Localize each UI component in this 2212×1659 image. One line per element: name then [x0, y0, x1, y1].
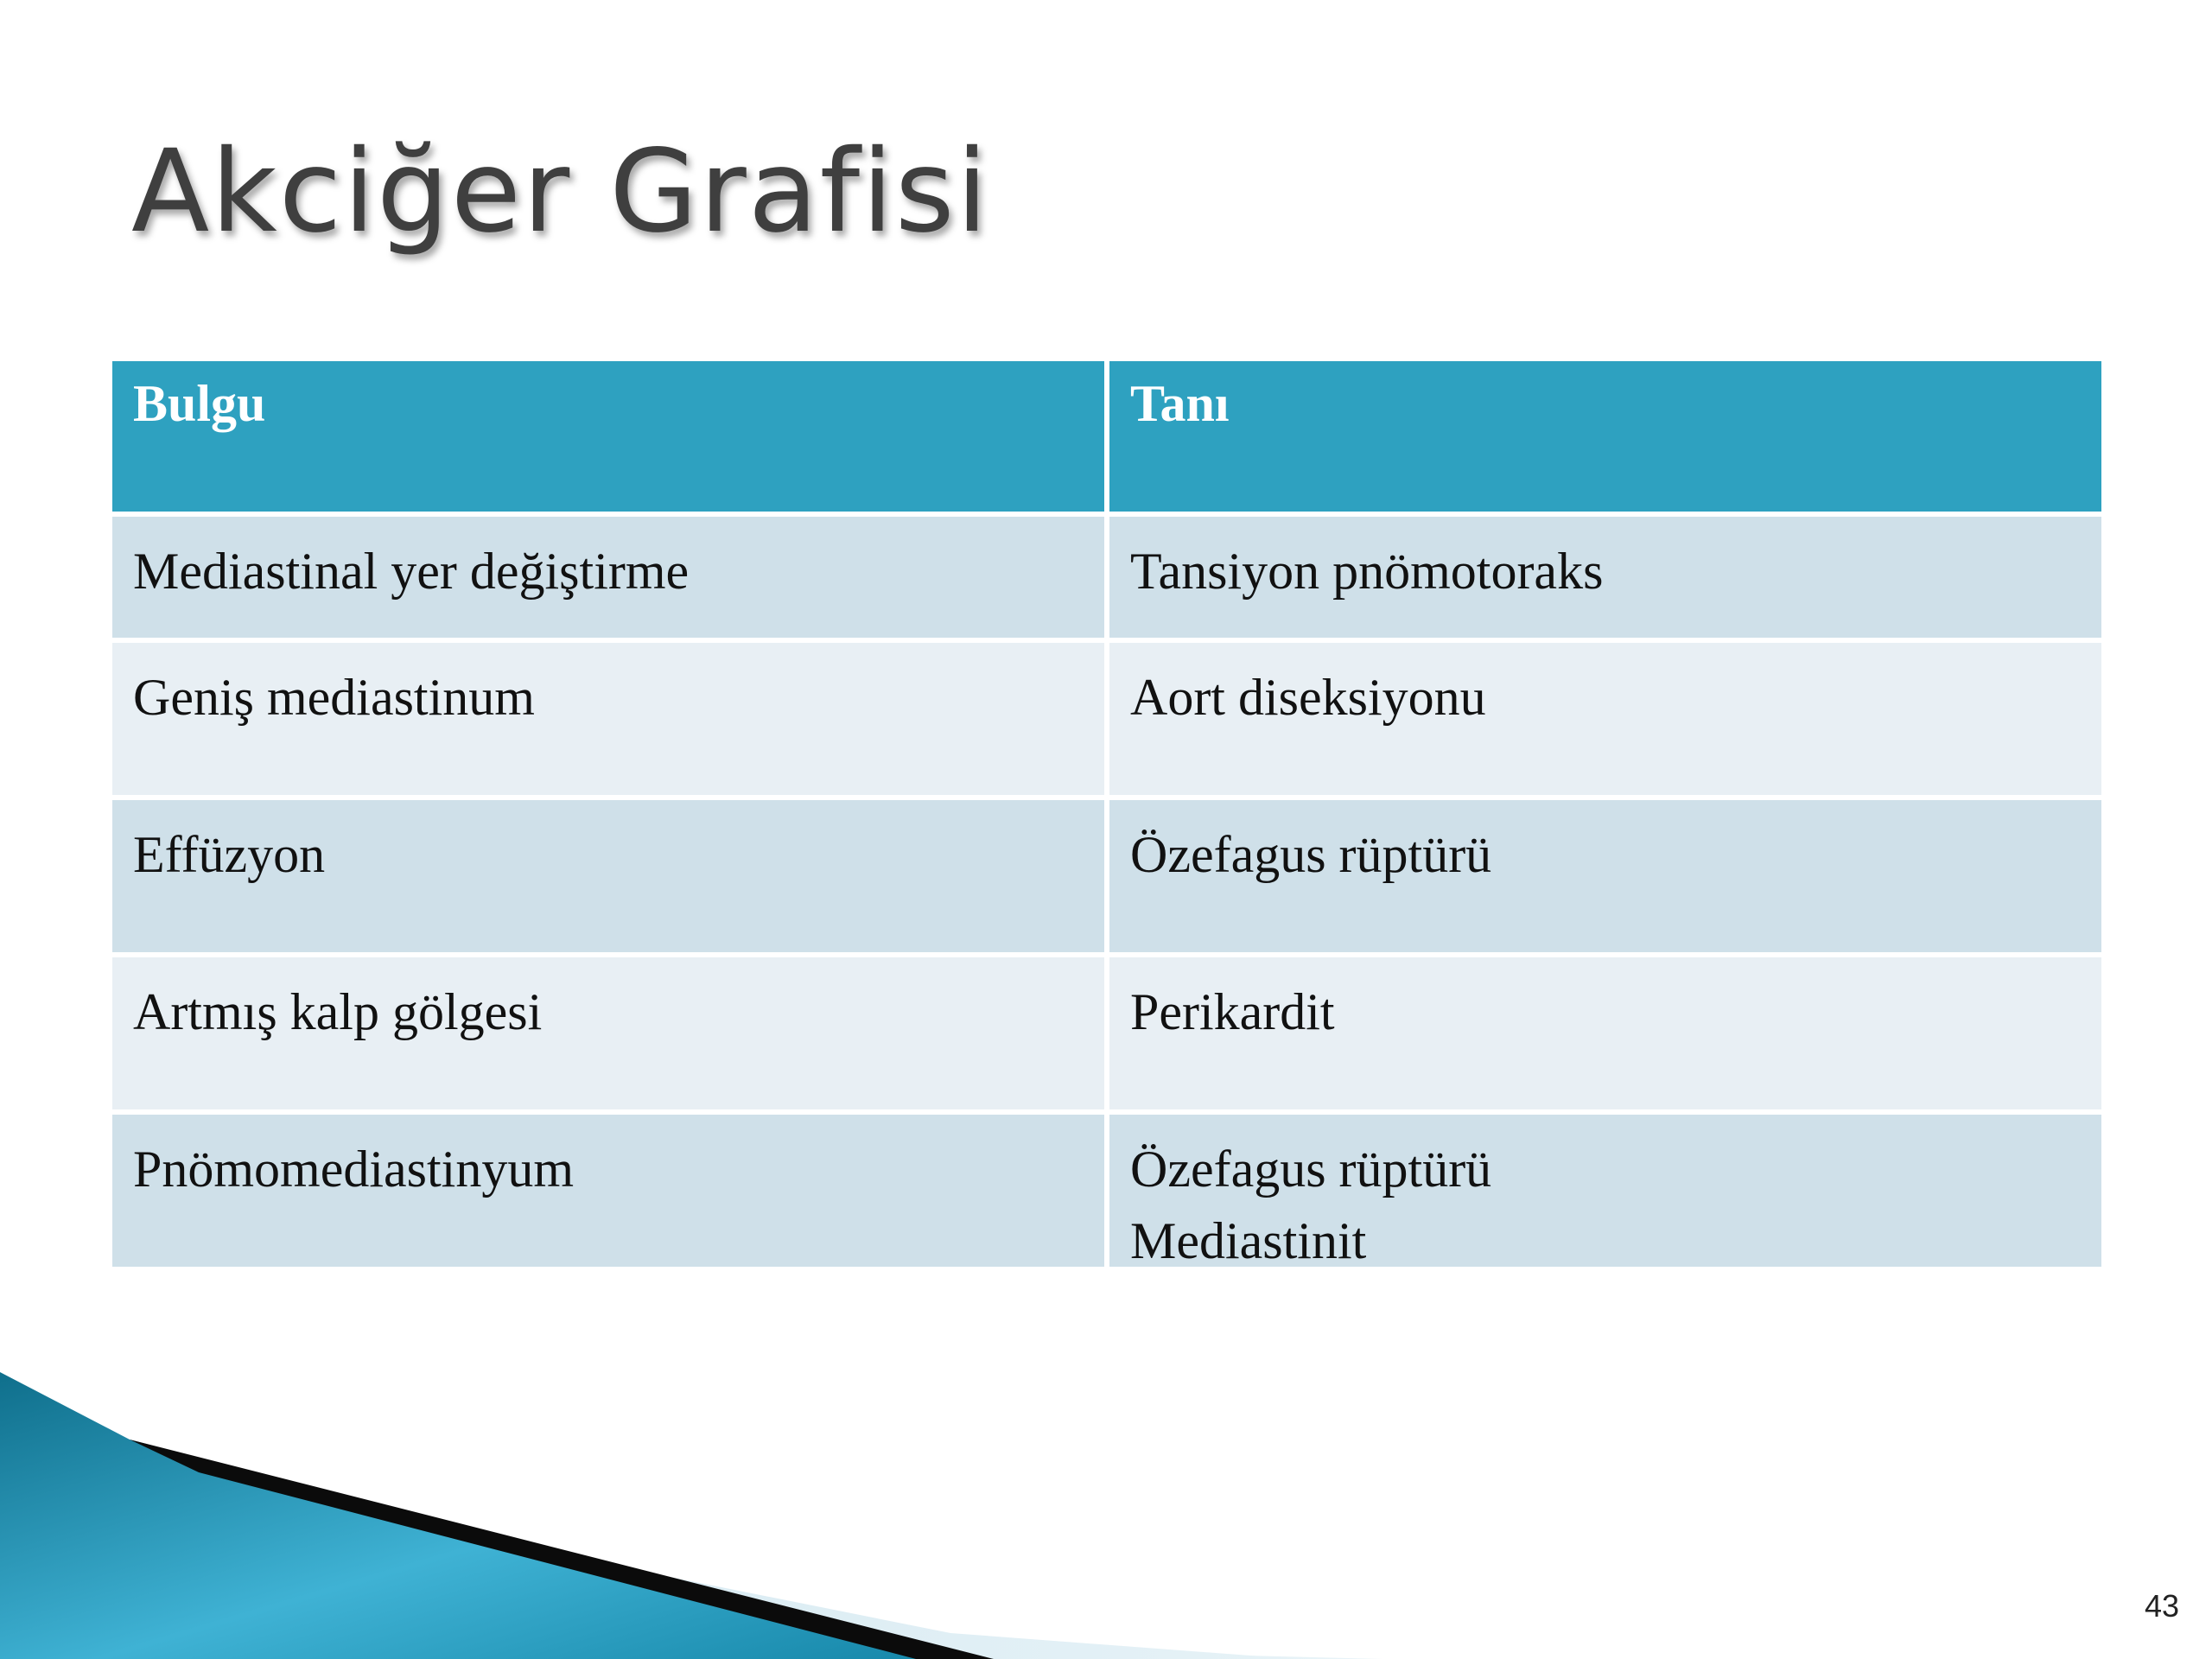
table-cell-diagnosis-multi: [1109, 1115, 2101, 1267]
page-number: 43: [2144, 1588, 2179, 1624]
table-cell-diagnosis: Perikardit: [1109, 957, 2101, 1109]
diagnosis-line: Mediastinit: [1130, 1211, 1367, 1269]
diagnosis-line: Özefagus rüptürü: [1130, 1141, 1492, 1198]
table-cell-finding: Geniş mediastinum: [112, 643, 1104, 795]
table-cell-diagnosis: Özefagus rüptürü: [1109, 800, 2101, 952]
table-cell-finding: Effüzyon: [112, 800, 1104, 952]
table-cell-finding: Pnömomediastinyum: [112, 1115, 1104, 1267]
table-cell-finding: Mediastinal yer değiştirme: [112, 517, 1104, 638]
table-cell-finding: Artmış kalp gölgesi: [112, 957, 1104, 1109]
table-cell-diagnosis: Aort diseksiyonu: [1109, 643, 2101, 795]
corner-decoration: [0, 1365, 1382, 1659]
findings-table: [112, 361, 2101, 1267]
table-header-diagnosis: Tanı: [1109, 361, 2101, 512]
slide-title: Akciğer Grafisi: [131, 125, 990, 258]
table-header-finding: Bulgu: [112, 361, 1104, 512]
table-cell-diagnosis: Tansiyon pnömotoraks: [1109, 517, 2101, 638]
